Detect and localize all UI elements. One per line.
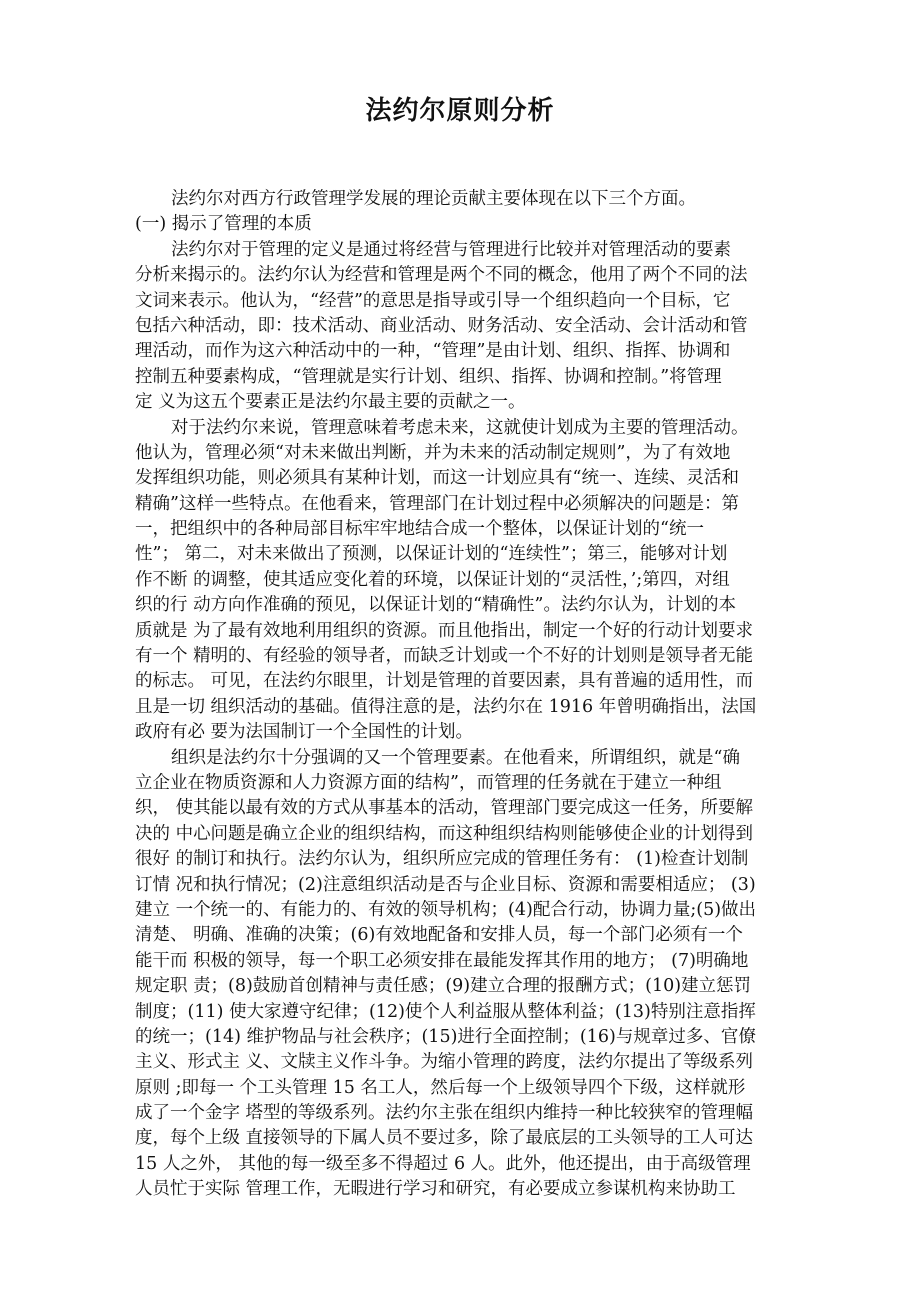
text-line: 决的 中心问题是确立企业的组织结构，而这种组织结构则能够使企业的计划得到 bbox=[135, 823, 754, 844]
text-line: 的统一；(14) 维护物品与社会秩序；(15)进行全面控制；(16)与规章过多、官僚 bbox=[135, 1026, 756, 1047]
text-line: 理活动，而作为这六种活动中的一种，“管理”是由计划、组织、指挥、协调和 bbox=[135, 341, 731, 362]
text-line: 织的行 动方向作准确的预见，以保证计划的“精确性”。法约尔认为，计划的本 bbox=[135, 595, 736, 616]
text-line: 规定职 责；(8)鼓励首创精神与责任感；(9)建立合理的报酬方式；(10)建立惩罚 bbox=[135, 976, 752, 997]
text-line: 原则 ;即每一 个工头管理 15 名工人，然后每一个上级领导四个下级，这样就形 bbox=[135, 1077, 746, 1098]
section-heading: (一) 揭示了管理的本质 bbox=[135, 214, 312, 235]
document-body bbox=[135, 187, 795, 1203]
text-line: 度，每个上级 直接领导的下属人员不要过多，除了最底层的工头领导的工人可达 bbox=[135, 1128, 754, 1149]
document-title: 法约尔原则分析 bbox=[365, 96, 555, 126]
text-line: 的标志。 可见，在法约尔眼里，计划是管理的首要因素，具有普遍的适用性，而 bbox=[135, 671, 754, 692]
text-line: 成了一个金字 塔型的等级系列。法约尔主张在组织内维持一种比较狭窄的管理幅 bbox=[135, 1103, 754, 1124]
text-line: 能干而 积极的领导，每一个职工必须安排在最能发挥其作用的地方； (7)明确地 bbox=[135, 950, 749, 971]
text-line: 对于法约尔来说，管理意味着考虑未来，这就使计划成为主要的管理活动。 bbox=[171, 417, 749, 438]
text-line: 精确”这样一些特点。在他看来，管理部门在计划过程中必须解决的问题是：第 bbox=[135, 493, 739, 514]
text-line: 法约尔对于管理的定义是通过将经营与管理进行比较并对管理活动的要素 bbox=[171, 239, 731, 260]
text-line: 他认为，管理必须“对未来做出判断，并为未来的活动制定规则”，为了有效地 bbox=[135, 442, 731, 463]
text-line: 人员忙于实际 管理工作，无暇进行学习和研究，有必要成立参谋机构来协助工 bbox=[135, 1179, 736, 1200]
text-line: 织， 使其能以最有效的方式从事基本的活动，管理部门要完成这一任务，所要解 bbox=[135, 798, 754, 819]
text-line: 文词来表示。他认为，“经营”的意思是指导或引导一个组织趋向一个目标，它 bbox=[135, 290, 731, 311]
text-line: 很好 的制订和执行。法约尔认为，组织所应完成的管理任务有： (1)检查计划制 bbox=[135, 849, 749, 870]
text-line: 法约尔对西方行政管理学发展的理论贡献主要体现在以下三个方面。 bbox=[171, 189, 696, 209]
text-line: 主义、形式主 义、文牍主义作斗争。为缩小管理的跨度，法约尔提出了等级系列 bbox=[135, 1052, 754, 1073]
text-line: 清楚、 明确、准确的决策；(6)有效地配备和安排人员，每一个部门必须有一个 bbox=[135, 925, 743, 946]
text-line: 包括六种活动，即：技术活动、商业活动、财务活动、安全活动、会计活动和管 bbox=[135, 315, 748, 336]
text-line: 且是一切 组织活动的基础。值得注意的是，法约尔在 1916 年曾明确指出，法国 bbox=[135, 696, 757, 717]
text-line: 立企业在物质资源和人力资源方面的结构”，而管理的任务就在于建立一种组 bbox=[135, 772, 722, 793]
text-line: 质就是 为了最有效地利用组织的资源。而且他指出，制定一个好的行动计划要求 bbox=[135, 620, 754, 641]
text-line: 定 义为这五个要素正是法约尔最主要的贡献之一。 bbox=[135, 392, 526, 413]
text-line: 有一个 精明的、有经验的领导者，而缺乏计划或一个不好的计划则是领导者无能 bbox=[135, 646, 754, 667]
text-line: 一，把组织中的各种局部目标牢牢地结合成一个整体，以保证计划的“统一 bbox=[135, 519, 704, 540]
text-line: 作不断 的调整，使其适应变化着的环境，以保证计划的“灵活性，’;第四，对组 bbox=[135, 569, 730, 590]
text-line: 建立 一个统一的、有能力的、有效的领导机构；(4)配合行动，协调力量;(5)做出 bbox=[135, 899, 757, 920]
text-line: 组织是法约尔十分强调的又一个管理要素。在他看来，所谓组织，就是“确 bbox=[171, 747, 740, 768]
text-line: 控制五种要素构成，“管理就是实行计划、组织、指挥、协调和控制。”将管理 bbox=[135, 366, 722, 387]
text-line: 制度；(11) 使大家遵守纪律；(12)使个人利益服从整体利益；(13)特别注意指挥 bbox=[135, 1001, 756, 1022]
text-line: 性”； 第二，对未来做出了预测，以保证计划的“连续性”；第三，能够对计划 bbox=[135, 544, 728, 565]
text-line: 分析来揭示的。法约尔认为经营和管理是两个不同的概念，他用了两个不同的法 bbox=[135, 265, 748, 286]
text-line: 政府有必 要为法国制订一个全国性的计划。 bbox=[135, 722, 474, 743]
text-line: 发挥组织功能，则必须具有某种计划，而这一计划应具有“统一、连续、灵活和 bbox=[135, 468, 739, 489]
text-line: 15 人之外， 其他的每一级至多不得超过 6 人。此外，他还提出，由于高级管理 bbox=[135, 1153, 751, 1174]
text-line: 订情 况和执行情况；(2)注意组织活动是否与企业目标、资源和需要相适应； (3) bbox=[135, 874, 756, 895]
